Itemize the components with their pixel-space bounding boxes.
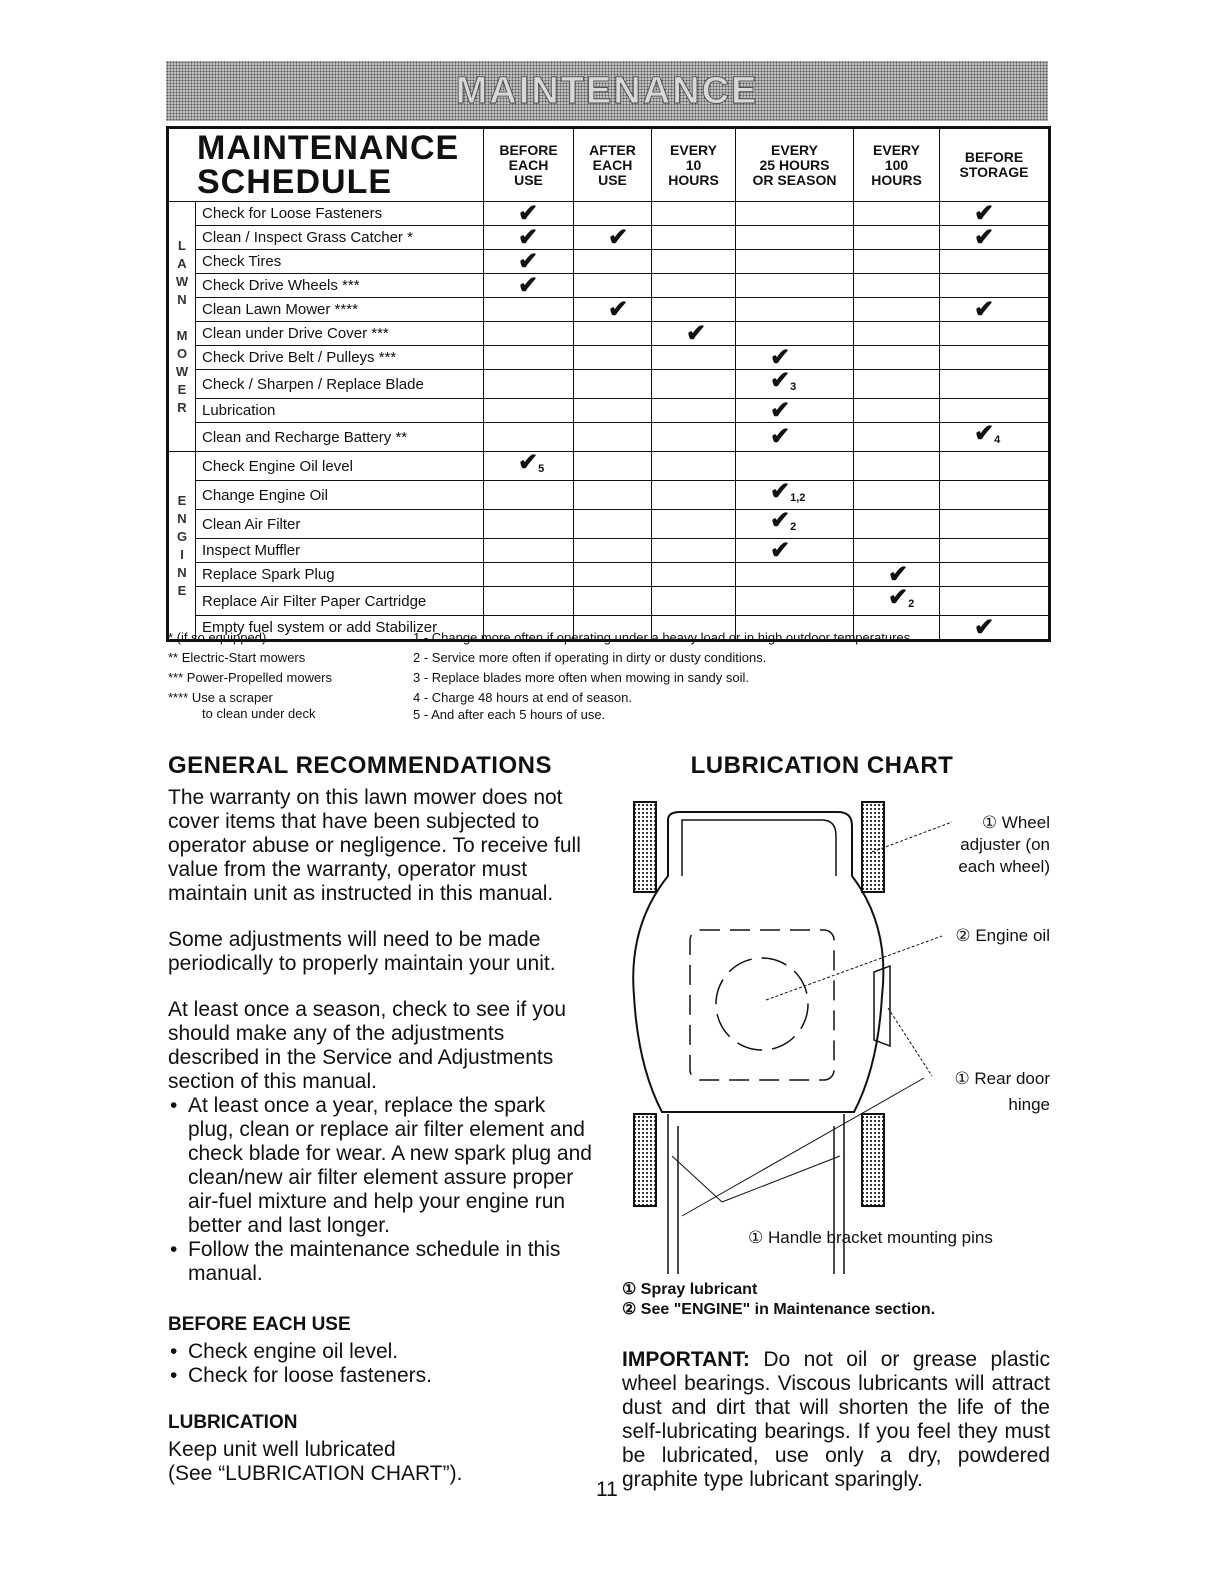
- empty-cell: [574, 274, 652, 298]
- schedule-column-header: [940, 128, 1050, 202]
- table-row: [168, 202, 1050, 226]
- column-header-line: 25 HOURS: [759, 156, 830, 173]
- check-icon: ✔: [518, 199, 539, 227]
- column-header-line: OR SEASON: [752, 171, 837, 188]
- empty-cell: [940, 399, 1050, 423]
- schedule-task: Check Drive Belt / Pulleys ***: [196, 346, 484, 370]
- general-recommendations-column: [168, 752, 593, 1486]
- schedule-title-line-2: SCHEDULE: [197, 163, 393, 201]
- schedule-task: Check Engine Oil level: [196, 452, 484, 481]
- check-icon: ✔: [888, 560, 909, 588]
- empty-cell: [574, 322, 652, 346]
- schedule-task: Clean Lawn Mower ****: [196, 298, 484, 322]
- schedule-header-row: [168, 128, 1050, 202]
- footnotes-asterisks: [168, 628, 332, 720]
- table-row: [168, 399, 1050, 423]
- footnote-line: *** Power-Propelled mowers: [168, 670, 333, 685]
- check-icon: ✔: [608, 223, 629, 251]
- check-icon: ✔: [686, 319, 707, 347]
- schedule-task: Empty fuel system or add Stabilizer: [196, 616, 484, 641]
- empty-cell: [484, 587, 574, 616]
- footnote-line: 3 - Replace blades more often when mowing in sandy soil.: [413, 670, 750, 685]
- before-each-use-bullet-2: • Check for loose fasteners.: [168, 1364, 593, 1388]
- empty-cell: [854, 298, 940, 322]
- empty-cell: [940, 539, 1050, 563]
- checkmark-cell: [854, 584, 940, 616]
- empty-cell: [940, 370, 1050, 399]
- empty-cell: [652, 250, 736, 274]
- empty-cell: [652, 481, 736, 510]
- column-header-line: EVERY: [670, 141, 717, 158]
- column-header-line: EVERY: [873, 141, 920, 158]
- footnote-line: 1 - Change more often if operating under a heavy load or in high outdoor temperatures.: [413, 630, 914, 645]
- schedule-task: Clean / Inspect Grass Catcher *: [196, 226, 484, 250]
- check-icon: ✔: [518, 449, 539, 476]
- empty-cell: [736, 452, 854, 481]
- label-wheel-line-3: each wheel): [958, 857, 1050, 876]
- before-each-use-bullet-1: • Check engine oil level.: [168, 1340, 593, 1364]
- checkmark-cell: [736, 423, 854, 452]
- empty-cell: [854, 452, 940, 481]
- schedule-column-header: [736, 128, 854, 202]
- side-label-letter: E: [177, 492, 187, 508]
- empty-cell: [736, 298, 854, 322]
- empty-cell: [574, 250, 652, 274]
- empty-cell: [574, 452, 652, 481]
- empty-cell: [940, 587, 1050, 616]
- empty-cell: [652, 370, 736, 399]
- table-row: [168, 539, 1050, 563]
- check-icon: ✔: [770, 367, 791, 394]
- side-label-letter: E: [177, 381, 187, 397]
- section-banner: [166, 61, 1048, 121]
- side-label-letter: W: [175, 363, 189, 379]
- front-bumper: [682, 820, 836, 876]
- check-icon: ✔: [770, 396, 791, 424]
- side-label-letter: L: [178, 237, 186, 253]
- empty-cell: [484, 563, 574, 587]
- footnote-reference: 2: [790, 521, 797, 533]
- schedule-task: Clean and Recharge Battery **: [196, 423, 484, 452]
- lubrication-text-1: Keep unit well lubricated: [168, 1438, 396, 1461]
- mower-deck: [633, 812, 883, 1112]
- empty-cell: [940, 452, 1050, 481]
- checkmark-cell: [652, 319, 736, 347]
- general-paragraph-3: At least once a season, check to see if you should make any of the adjustments described in the Service and Adjustments section of this manual.: [168, 998, 567, 1093]
- page-number: 11: [596, 1478, 618, 1501]
- checkmark-cell: [940, 613, 1050, 641]
- check-icon: ✔: [974, 613, 995, 641]
- table-row: [168, 587, 1050, 616]
- empty-cell: [652, 423, 736, 452]
- table-row: [168, 226, 1050, 250]
- column-header-line: EACH: [508, 156, 549, 173]
- schedule-title-line-1: MAINTENANCE: [197, 129, 460, 167]
- empty-cell: [574, 563, 652, 587]
- empty-cell: [652, 298, 736, 322]
- empty-cell: [652, 274, 736, 298]
- label-rear-line-1: ① Rear door: [954, 1069, 1050, 1088]
- empty-cell: [574, 346, 652, 370]
- schedule-task: Check for Loose Fasteners: [196, 202, 484, 226]
- checkmark-cell: [484, 449, 574, 481]
- side-label-letter: N: [177, 564, 187, 580]
- column-header-line: 10: [685, 156, 702, 173]
- column-header-line: USE: [514, 171, 543, 188]
- empty-cell: [854, 481, 940, 510]
- table-row: [168, 250, 1050, 274]
- label-wheel-adjuster: [942, 812, 1050, 878]
- empty-cell: [940, 510, 1050, 539]
- empty-cell: [854, 346, 940, 370]
- label-engine-oil: ② Engine oil: [955, 926, 1050, 945]
- table-row: [168, 346, 1050, 370]
- check-icon: ✔: [974, 295, 995, 323]
- footnotes-numbered: [413, 628, 914, 722]
- empty-cell: [736, 250, 854, 274]
- column-header-line: USE: [598, 171, 627, 188]
- rear-right-wheel: [862, 1114, 884, 1206]
- checkmark-cell: [940, 223, 1050, 251]
- empty-cell: [854, 226, 940, 250]
- empty-cell: [574, 423, 652, 452]
- schedule-column-header: [652, 128, 736, 202]
- checkmark-cell: [940, 199, 1050, 227]
- check-icon: ✔: [518, 247, 539, 275]
- side-label-letter: A: [177, 255, 187, 271]
- legend-see-engine: ② See "ENGINE" in Maintenance section.: [622, 1301, 936, 1318]
- empty-cell: [484, 539, 574, 563]
- empty-cell: [652, 587, 736, 616]
- table-row: [168, 510, 1050, 539]
- empty-cell: [652, 563, 736, 587]
- side-label-letter: W: [175, 273, 189, 289]
- side-label-letter: E: [177, 582, 187, 598]
- column-header-line: HOURS: [871, 171, 922, 188]
- side-label-letter: N: [177, 510, 187, 526]
- checkmark-cell: [736, 343, 854, 371]
- checkmark-cell: [574, 295, 652, 323]
- schedule-title: [168, 128, 484, 202]
- empty-cell: [940, 346, 1050, 370]
- lubrication-heading: LUBRICATION: [168, 1412, 298, 1433]
- important-text: Do not oil or grease plastic wheel bearings. Viscous lubricants will attract dust and dirt that will shorten the life of the self-lubricating bearings. If you feel they must be lubricated, use only a dry, powdered graphite type lubricant sparingly.: [622, 1348, 1050, 1491]
- schedule-column-header: [854, 128, 940, 202]
- schedule-task: Check Tires: [196, 250, 484, 274]
- empty-cell: [940, 322, 1050, 346]
- empty-cell: [574, 399, 652, 423]
- schedule-task: Replace Air Filter Paper Cartridge: [196, 587, 484, 616]
- empty-cell: [652, 510, 736, 539]
- check-icon: ✔: [770, 343, 791, 371]
- empty-cell: [484, 399, 574, 423]
- schedule-task: Inspect Muffler: [196, 539, 484, 563]
- footnote-reference: 4: [994, 434, 1001, 446]
- label-wheel-line-1: ① Wheel: [981, 813, 1050, 832]
- footnote-reference: 3: [790, 381, 797, 393]
- side-label-letter: [180, 309, 184, 327]
- side-label-letter: R: [177, 399, 187, 415]
- checkmark-cell: [940, 295, 1050, 323]
- empty-cell: [484, 370, 574, 399]
- footnote-reference: 5: [538, 463, 545, 475]
- empty-cell: [940, 274, 1050, 298]
- footnote-line: 4 - Charge 48 hours at end of season.: [413, 690, 632, 705]
- before-each-use-heading: BEFORE EACH USE: [168, 1314, 351, 1335]
- empty-cell: [854, 250, 940, 274]
- checkmark-cell: [736, 478, 854, 510]
- empty-cell: [652, 399, 736, 423]
- checkmark-cell: [484, 247, 574, 275]
- empty-cell: [652, 539, 736, 563]
- empty-cell: [484, 510, 574, 539]
- empty-cell: [484, 481, 574, 510]
- column-header-line: HOURS: [668, 171, 719, 188]
- empty-cell: [574, 539, 652, 563]
- empty-cell: [940, 250, 1050, 274]
- empty-cell: [736, 226, 854, 250]
- empty-cell: [940, 563, 1050, 587]
- table-row: [168, 322, 1050, 346]
- front-left-wheel: [634, 802, 656, 892]
- checkmark-cell: [736, 367, 854, 399]
- footnote-line: * (if so equipped): [168, 630, 267, 645]
- empty-cell: [854, 510, 940, 539]
- footnote-line: ** Electric-Start mowers: [168, 650, 306, 665]
- label-rear-door-hinge: [922, 1066, 1050, 1118]
- lubrication-text-2: (See “LUBRICATION CHART”).: [168, 1462, 463, 1485]
- empty-cell: [574, 370, 652, 399]
- column-header-line: STORAGE: [959, 164, 1029, 180]
- column-header-line: EVERY: [771, 141, 818, 158]
- label-wheel-line-2: adjuster (on: [960, 835, 1050, 854]
- checkmark-cell: [574, 223, 652, 251]
- lubrication-chart-heading: LUBRICATION CHART: [690, 752, 954, 779]
- column-header-line: AFTER: [589, 141, 636, 158]
- lubrication-chart-column: [622, 752, 1052, 1491]
- checkmark-cell: [736, 507, 854, 539]
- schedule-task: Clean Air Filter: [196, 510, 484, 539]
- side-label-letter: G: [176, 528, 188, 544]
- maintenance-schedule-table: [166, 126, 1051, 642]
- check-icon: ✔: [770, 536, 791, 564]
- checkmark-cell: [736, 536, 854, 564]
- footnote-line: 2 - Service more often if operating in dirty or dusty conditions.: [413, 650, 767, 665]
- empty-cell: [574, 587, 652, 616]
- empty-cell: [854, 399, 940, 423]
- side-label-lawn-mower-text: [169, 237, 195, 417]
- label-rear-line-2: hinge: [1008, 1095, 1050, 1114]
- empty-cell: [854, 322, 940, 346]
- banner-title: MAINTENANCE: [455, 69, 759, 112]
- check-icon: ✔: [974, 420, 995, 447]
- general-paragraph-2: Some adjustments will need to be made periodically to properly maintain your unit.: [168, 928, 556, 975]
- leader-engine: [766, 936, 942, 1000]
- empty-cell: [652, 202, 736, 226]
- footnote-line: **** Use a scraper: [168, 690, 273, 705]
- empty-cell: [574, 510, 652, 539]
- check-icon: ✔: [974, 223, 995, 251]
- schedule-task: Check / Sharpen / Replace Blade: [196, 370, 484, 399]
- check-icon: ✔: [770, 507, 791, 534]
- lubrication-legend: [622, 1280, 935, 1320]
- side-label-letter: N: [177, 291, 187, 307]
- table-row: [168, 452, 1050, 481]
- footnote-line: to clean under deck: [202, 706, 316, 721]
- empty-cell: [854, 274, 940, 298]
- table-row: [168, 370, 1050, 399]
- column-header-line: BEFORE: [964, 149, 1024, 165]
- footnote-reference: 1,2: [790, 492, 806, 504]
- important-lead: IMPORTANT:: [622, 1348, 750, 1371]
- empty-cell: [854, 423, 940, 452]
- check-icon: ✔: [770, 478, 791, 505]
- side-label-engine-text: [169, 492, 195, 600]
- checkmark-cell: [940, 420, 1050, 452]
- front-right-wheel: [862, 802, 884, 892]
- checkmark-cell: [484, 271, 574, 299]
- leader-handle-left: [672, 1156, 722, 1202]
- side-label-letter: M: [176, 327, 188, 343]
- engine-cap: [716, 958, 808, 1050]
- empty-cell: [484, 298, 574, 322]
- schedule-task: Replace Spark Plug: [196, 563, 484, 587]
- table-row: [168, 481, 1050, 510]
- table-row: [168, 274, 1050, 298]
- label-handle-bracket: ① Handle bracket mounting pins: [748, 1228, 993, 1247]
- schedule-task: Clean under Drive Cover ***: [196, 322, 484, 346]
- table-row: [168, 423, 1050, 452]
- column-header-line: 100: [884, 156, 909, 173]
- check-icon: ✔: [974, 199, 995, 227]
- schedule-task: Check Drive Wheels ***: [196, 274, 484, 298]
- schedule-task: Change Engine Oil: [196, 481, 484, 510]
- checkmark-cell: [484, 199, 574, 227]
- check-icon: ✔: [888, 584, 909, 611]
- empty-cell: [736, 274, 854, 298]
- engine-housing: [690, 930, 834, 1080]
- schedule-task: Lubrication: [196, 399, 484, 423]
- empty-cell: [736, 587, 854, 616]
- check-icon: ✔: [608, 295, 629, 323]
- side-label-letter: O: [176, 345, 188, 361]
- schedule-column-header: [484, 128, 574, 202]
- side-label-engine: [168, 452, 196, 641]
- general-bullet-1: • At least once a year, replace the spark plug, clean or replace air filter element and check blade for wear. A new spark plug and clean/new air filter element assure proper air-fuel mixture and help your engine run better and last longer.: [168, 1094, 593, 1238]
- rear-left-wheel: [634, 1114, 656, 1206]
- column-header-line: BEFORE: [499, 141, 558, 158]
- empty-cell: [854, 539, 940, 563]
- checkmark-cell: [484, 223, 574, 251]
- empty-cell: [652, 346, 736, 370]
- table-row: [168, 298, 1050, 322]
- empty-cell: [652, 226, 736, 250]
- empty-cell: [854, 202, 940, 226]
- general-recommendations-heading: GENERAL RECOMMENDATIONS: [168, 752, 552, 779]
- empty-cell: [652, 452, 736, 481]
- general-bullet-2: • Follow the maintenance schedule in this manual.: [168, 1238, 593, 1286]
- leader-rear-door-long: [682, 1078, 924, 1216]
- empty-cell: [940, 481, 1050, 510]
- empty-cell: [854, 370, 940, 399]
- check-icon: ✔: [518, 223, 539, 251]
- empty-cell: [736, 202, 854, 226]
- empty-cell: [736, 322, 854, 346]
- checkmark-cell: [854, 560, 940, 588]
- leader-handle-right: [722, 1156, 840, 1202]
- checkmark-cell: [736, 396, 854, 424]
- empty-cell: [484, 322, 574, 346]
- footnote-reference: 2: [908, 598, 915, 610]
- legend-spray-lubricant: ① Spray lubricant: [622, 1281, 758, 1298]
- empty-cell: [484, 423, 574, 452]
- side-label-lawn-mower: [168, 202, 196, 452]
- check-icon: ✔: [518, 271, 539, 299]
- check-icon: ✔: [770, 423, 791, 450]
- empty-cell: [484, 346, 574, 370]
- empty-cell: [574, 202, 652, 226]
- empty-cell: [736, 563, 854, 587]
- column-header-line: EACH: [592, 156, 633, 173]
- important-note: [622, 1348, 1050, 1492]
- schedule-column-header: [574, 128, 652, 202]
- table-row: [168, 563, 1050, 587]
- general-paragraph-1: The warranty on this lawn mower does not cover items that have been subjected to operator abuse or negligence. To receive full value from the warranty, operator must maintain unit as instructed in this manual.: [168, 786, 581, 905]
- empty-cell: [574, 481, 652, 510]
- footnote-line: 5 - And after each 5 hours of use.: [413, 707, 606, 722]
- side-label-letter: I: [180, 546, 184, 562]
